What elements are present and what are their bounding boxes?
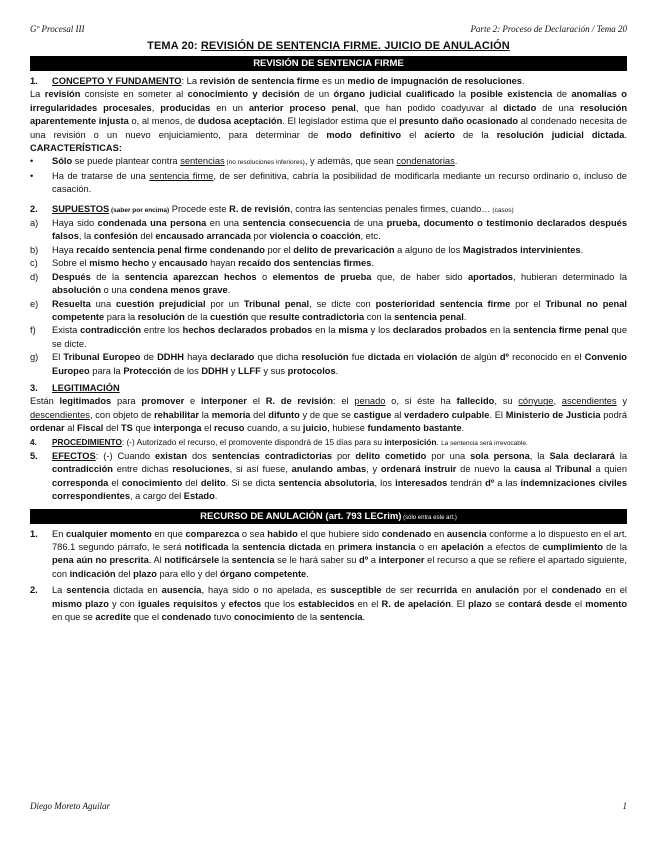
anulacion-item: 1. En cualquier momento en que comparezca o sea habido el que hubiere sido condenado en ausencia conforme a lo dispuesto en el art. 786.1 segundo párrafo, le será notificada la sentencia dictada en primera instancia o en apelación a efectos de cumplimiento de la pena aún no prescrita. Al notificársele la sentencia se le hará saber su dº a interponer el recurso a que se refiere el apartado siguiente, con indicación del plazo para ello y del órgano competente. xyxy=(30,528,627,579)
footer-author: Diego Moreto Aguilar xyxy=(30,801,110,811)
list-item: • Sólo se puede plantear contra sentencias (no resoluciones inferiores), y además, que sean condenatorias. xyxy=(30,155,627,169)
bullet-icon: • xyxy=(30,156,34,167)
case-item: d) Después de la sentencia aparezcan hechos o elementos de prueba que, de haber sido aportados, hubieran determinado la absolución o una condena menos grave. xyxy=(30,271,628,296)
section-bar-revision: REVISIÓN DE SENTENCIA FIRME xyxy=(30,56,627,71)
case-item: f) Exista contradicción entre los hechos declarados probados en la misma y los declarados probados en la sentencia firme penal que se dicte. xyxy=(30,325,628,349)
concepto-heading: 1. CONCEPTO Y FUNDAMENTO: La revisión de sentencia firme es un medio de impugnación de resoluciones. xyxy=(30,76,525,86)
procedimiento-item: 4. PROCEDIMIENTO: (-) Autorizado el recurso, el promovente dispondrá de 15 días para su interposición. La sentencia será irrevocable. xyxy=(30,436,528,447)
anulacion-item: 2. La sentencia dictada en ausencia, haya sido o no apelada, es susceptible de ser recurrida en anulación por el condenado en el mismo plazo y con iguales requisitos y efectos que los establecidos en el R. de apelación. El plazo se contará desde el momento en que se acredite que el condenado tuvo conocimiento de la sentencia. xyxy=(30,585,628,623)
case-item: g) El Tribunal Europeo de DDHH haya declarado que dicha resolución fue dictada en violación de algún dº reconocido en el Convenio Europeo para la Protección de los DDHH y LLFF y sus protocolos. xyxy=(30,352,627,376)
page xyxy=(30,24,627,624)
page-footer xyxy=(30,801,627,815)
page-header xyxy=(30,24,627,37)
case-item: a) Haya sido condenada una persona en una sentencia consecuencia de una prueba, documento o testimonio declarados después falsos, la confesión del encausado arrancada por violencia o coacción, etc. xyxy=(30,218,627,242)
legitimacion-heading: 3. LEGITIMACIÓN xyxy=(30,382,120,393)
supuestos-heading: 2. SUPUESTOS (saber por encima) Procede este R. de revisión, contra las sentencias penales firmes, cuando… (casos) xyxy=(30,203,514,214)
page-title: TEMA 20: REVISIÓN DE SENTENCIA FIRME. JUICIO DE ANULACIÓN xyxy=(147,40,510,52)
list-item: • Ha de tratarse de una sentencia firme, de ser definitiva, cabría la posibilidad de modificarla mediante un recurso ordinario o, incluso de casación. xyxy=(30,170,627,195)
case-item: e) Resuelta una cuestión prejudicial por un Tribunal penal, se dicte con posterioridad sentencia firme por el Tribunal no penal competente para la resolución de la cuestión que resulte contradictoria con la sentencia penal. xyxy=(30,298,627,322)
case-item: c) Sobre el mismo hecho y encausado hayan recaído dos sentencias firmes. xyxy=(30,258,374,269)
legitimacion-paragraph: Están legitimados para promover e interponer el R. de revisión: el penado o, si éste ha fallecido, su cónyuge, ascendientes y descendientes, con objeto de rehabilitar la memoria del difunto y de que se castigue al verdadero culpable. El Ministerio de Justicia podrá ordenar al Fiscal del TS que interponga el recuso cuando, a su juicio, hubiese fundamento bastante. xyxy=(30,396,628,434)
case-item: b) Haya recaído sentencia penal firme condenando por el delito de prevaricación a alguno de los Magistrados intervinientes. xyxy=(30,244,584,255)
header-left: Gº Procesal III xyxy=(30,24,85,34)
concepto-paragraph: La revisión consiste en someter al conocimiento y decisión de un órgano judicial cualificado la posible existencia de anomalías o irregularidades procesales, producidas en un anterior proceso penal, que han podido coadyuvar al dictado de una resolución aparentemente injusta o, al menos, de dudosa aceptación. El legislador estima que el presunto daño ocasionado al condenado necesita de una revisión o un nuevo enjuiciamiento, para determinar de modo definitivo el acierto de la resolución judicial dictada. CARACTERÍSTICAS: xyxy=(30,89,627,154)
efectos-item: 5. EFECTOS: (-) Cuando existan dos sentencias contradictorias por delito cometido por una sola persona, la Sala declarará la contradicción entre dichas resoluciones, si así fuese, anulando ambas, y ordenará instruir de nuevo la causa al Tribunal a quien corresponda el conocimiento del delito. Si se dicta sentencia absolutoria, los interesados tendrán dº a las indemnizaciones civiles correspondientes, a cargo del Estado. xyxy=(30,450,628,502)
bullet-icon: • xyxy=(30,170,34,181)
header-right: Parte 2: Proceso de Declaración / Tema 20 xyxy=(470,24,627,34)
section-bar-anulacion: RECURSO DE ANULACIÓN (art. 793 LECrim) (sólo entra este art.) xyxy=(30,509,627,524)
page-number: 1 xyxy=(622,801,627,811)
